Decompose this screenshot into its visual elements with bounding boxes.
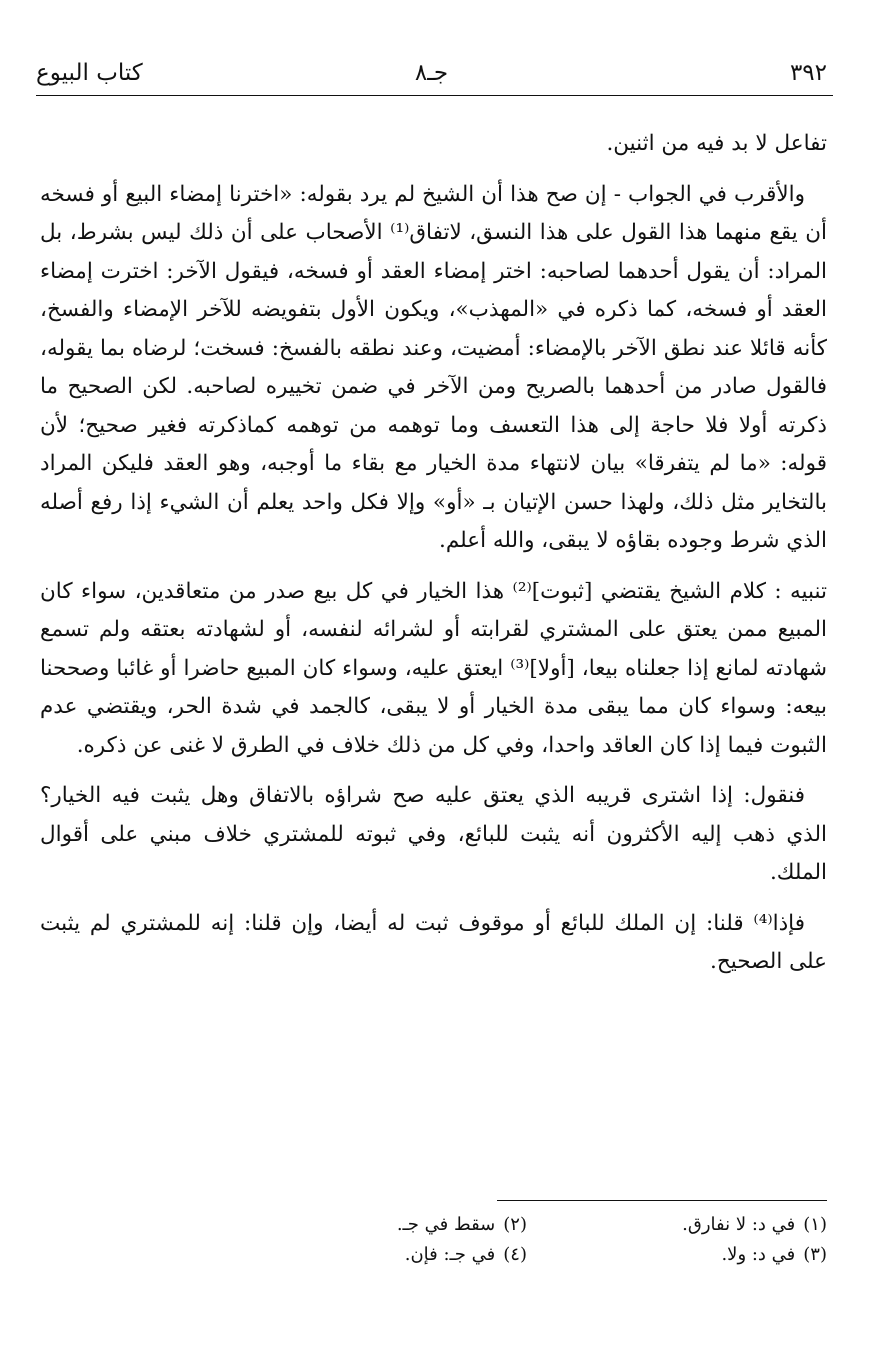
footnote-text: سقط في جـ. — [396, 1214, 496, 1235]
footnote — [227, 1210, 527, 1240]
footnotes — [40, 1210, 827, 1270]
paragraph: تفاعل لا بد فيه من اثنين. — [606, 131, 827, 156]
page-number: ٣٩٢ — [789, 60, 827, 86]
paragraph: فإذا⁽⁴⁾ قلنا: إن الملك للبائع أو موقوف ثبت له أيضا، وإن قلنا: إنه للمشتري لم يثبت على الصحيح. — [40, 910, 827, 974]
footnote — [527, 1210, 827, 1240]
footnote-row — [40, 1210, 827, 1240]
footnote — [527, 1240, 827, 1270]
running-header — [36, 50, 827, 90]
footnote-text: في جـ: فإن. — [404, 1244, 496, 1265]
book-title: كتاب البيوع — [36, 60, 143, 86]
volume-label: جـ٨ — [414, 60, 449, 86]
footnote-text: في د: ولا. — [721, 1244, 796, 1265]
paragraph: والأقرب في الجواب - إن صح هذا أن الشيخ لم يرد بقوله: «اخترنا إمضاء البيع أو فسخه أن يقع منهما هذا القول على هذا النسق، لاتفاق⁽¹⁾ الأصحاب على أن ذلك ليس بشرط، بل المراد: أن يقول أحدهما لصاحبه: اختر إمضاء العقد أو فسخه، فيقول الآخر: اخترت إمضاء العقد أو فسخه، كما ذكره في «المهذب»، ويكون الأول بتفويضه للآخر الإمضاء والفسخ، كأنه قائلا عند نطق الآخر بالإمضاء: أمضيت، وعند نطقه بالفسخ: فسخت؛ لرضاه بما يقوله، فالقول صادر من أحدهما بالصريح ومن الآخر في ضمن تخييره لصاحبه. لكن الصحيح ما ذكرته أولا فلا حاجة إلى هذا التعسف وما توهمه من توهمه كماذكرته فغير صحيح؛ لأن قوله: «ما لم يتفرقا» بيان لانتهاء مدة الخيار مع بقاء ما أوجبه، وهو العقد فليكن المراد بالتخاير مثل ذلك، ولهذا حسن الإتيان بـ «أو» وإلا فكل واحد يعلم أن الشيء إذا رفع أصله الذي شرط وجوده بقاؤه لا يبقى، والله أعلم. — [40, 181, 827, 553]
footnote-number: (١) — [803, 1214, 827, 1235]
header-divider — [36, 95, 833, 96]
paragraph: فنقول: إذا اشترى قريبه الذي يعتق عليه صح شراؤه بالاتفاق وهل يثبت فيه الخيار؟ الذي ذهب إليه الأكثرون أنه يثبت للبائع، وفي ثبوته للمشتري خلاف مبني على أقوال الملك. — [40, 783, 827, 885]
main-text — [40, 125, 827, 994]
paragraph: تنبيه : كلام الشيخ يقتضي [ثبوت]⁽²⁾ هذا الخيار في كل بيع صدر من متعاقدين، سواء كان المبيع ممن يعتق على المشتري لقرابته أو لشرائه لنفسه، أو لشهادته بعتقه ولم تسمع شهادته لمانع إذا جعلناه بيعا، [أولا]⁽³⁾ ايعتق عليه، وسواء كان المبيع حاضرا أو غائبا وصححنا بيعه: وسواء كان مما يبقى مدة الخيار أو لا يبقى، كالجمد في شدة الحر، ويقتضي عدم الثبوت فيما إذا كان العاقد واحدا، وفي كل من ذلك خلاف في الطرق لا غنى عن ذكره. — [40, 578, 827, 758]
footnote-row — [40, 1240, 827, 1270]
footnote-number: (٣) — [803, 1244, 827, 1265]
footnote-number: (٤) — [503, 1244, 527, 1265]
footnote-number: (٢) — [503, 1214, 527, 1235]
footnote — [227, 1240, 527, 1270]
footnote-divider — [497, 1200, 827, 1201]
footnote-text: في د: لا نفارق. — [682, 1214, 796, 1235]
